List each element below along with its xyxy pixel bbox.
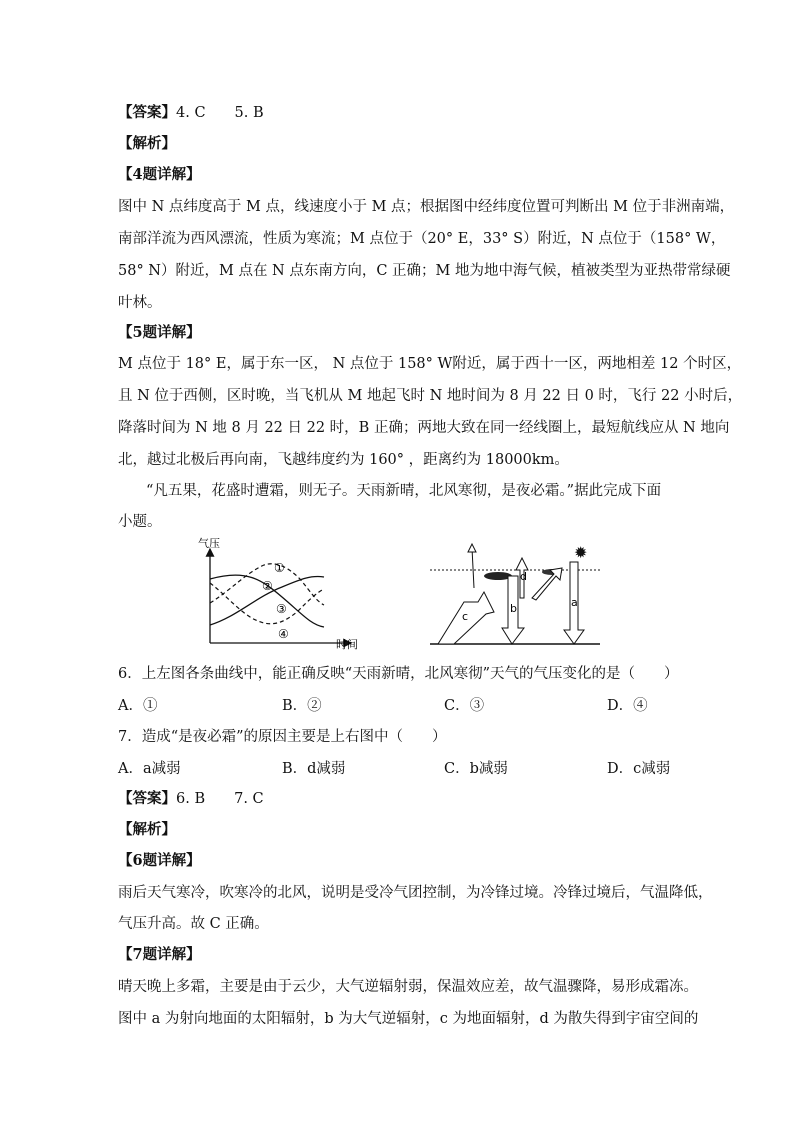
label-b: b: [510, 602, 517, 615]
q5-line: M 点位于 18° E，属于东一区， N 点位于 158° W附近，属于西十一区，两地相差 12 个时区，: [118, 356, 742, 372]
passage-line: 小题。: [118, 514, 162, 530]
sun-icon: ✹: [574, 543, 588, 562]
q6-option-d: D．④: [607, 698, 648, 714]
q6-option-b: B．②: [282, 698, 322, 714]
q6-line: 雨后天气寒冷，吹寒冷的北风，说明是受冷气团控制，为冷锋过境。冷锋过境后，气温降低，: [118, 885, 713, 901]
q4-line: 叶林。: [118, 295, 162, 311]
q7-line: 晴天晚上多霜，主要是由于云少，大气逆辐射弱，保温效应差，故气温骤降，易形成霜冻。: [118, 979, 698, 995]
q7-option-a: A．a减弱: [118, 761, 181, 777]
q7-detail-heading: 【7题详解】: [118, 946, 201, 963]
y-axis-label: 气压: [198, 537, 220, 550]
q4-detail-heading: 【4题详解】: [118, 166, 201, 183]
answer-line-1: [118, 103, 264, 123]
q5-line: 降落时间为 N 地 8 月 22 日 22 时，B 正确；两地大致在同一经线圈上，最短航线应从 N 地向: [118, 420, 730, 436]
pressure-curve-chart: [196, 535, 366, 650]
arrow-c-thin-head: [468, 544, 476, 552]
radiation-diagram: [428, 540, 603, 648]
label-c: c: [462, 610, 469, 623]
q7-line: 图中 a 为射向地面的太阳辐射，b 为大气逆辐射，c 为地面辐射，d 为散失得到宇宙空间的: [118, 1011, 699, 1027]
q6-option-a: A．①: [118, 698, 158, 714]
q6-option-c: C．③: [444, 698, 485, 714]
answer-text: 6. B 7. C: [176, 791, 264, 807]
label-a: a: [571, 596, 578, 609]
analysis-heading-2: 【解析】: [118, 821, 176, 838]
q5-detail-heading: 【5题详解】: [118, 324, 201, 341]
curve-label-3: ③: [276, 602, 287, 616]
q6-detail-heading: 【6题详解】: [118, 852, 201, 869]
arrow-c-thin: [472, 548, 474, 588]
q6-line: 气压升高。故 C 正确。: [118, 916, 269, 932]
q5-line: 北，越过北极后再向南，飞越纬度约为 160° ，距离约为 18000km。: [118, 452, 569, 468]
q4-line: 南部洋流为西风漂流，性质为寒流；M 点位于（20° E，33° S）附近，N 点位于（158° W，: [118, 231, 726, 247]
q7-stem: 7．造成“是夜必霜”的原因主要是上右图中（ ）: [118, 729, 447, 745]
q4-line: 58° N）附近，M 点在 N 点东南方向，C 正确；M 地为地中海气候，植被类型为亚热带常绿硬: [118, 263, 731, 279]
answer-tag: 【答案】: [118, 790, 176, 807]
answer-text: 4. C 5. B: [176, 105, 264, 121]
label-d: d: [520, 570, 527, 583]
curve-label-1: ①: [274, 561, 285, 575]
passage-line: “凡五果，花盛时遭霜，则无子。天雨新晴，北风寒彻，是夜必霜。”据此完成下面: [146, 483, 662, 499]
q5-line: 且 N 位于西侧，区时晚，当飞机从 M 地起飞时 N 地时间为 8 月 22 日 0 时，飞行 22 小时后，: [118, 388, 743, 404]
q7-option-b: B．d减弱: [282, 761, 346, 777]
x-axis-label: 时间: [336, 638, 358, 650]
answer-line-2: [118, 789, 264, 809]
analysis-heading-1: 【解析】: [118, 135, 176, 152]
q6-stem: 6．上左图各条曲线中，能正确反映“天雨新晴，北风寒彻”天气的气压变化的是（ ）: [118, 666, 679, 682]
q4-line: 图中 N 点纬度高于 M 点，线速度小于 M 点；根据图中经纬度位置可判断出 M 位于非洲南端，: [118, 199, 735, 215]
q7-option-c: C．b减弱: [444, 761, 508, 777]
q7-option-d: D．c减弱: [607, 761, 671, 777]
curve-label-2: ②: [262, 579, 273, 593]
curve-label-4: ④: [278, 627, 289, 641]
answer-tag: 【答案】: [118, 104, 176, 121]
